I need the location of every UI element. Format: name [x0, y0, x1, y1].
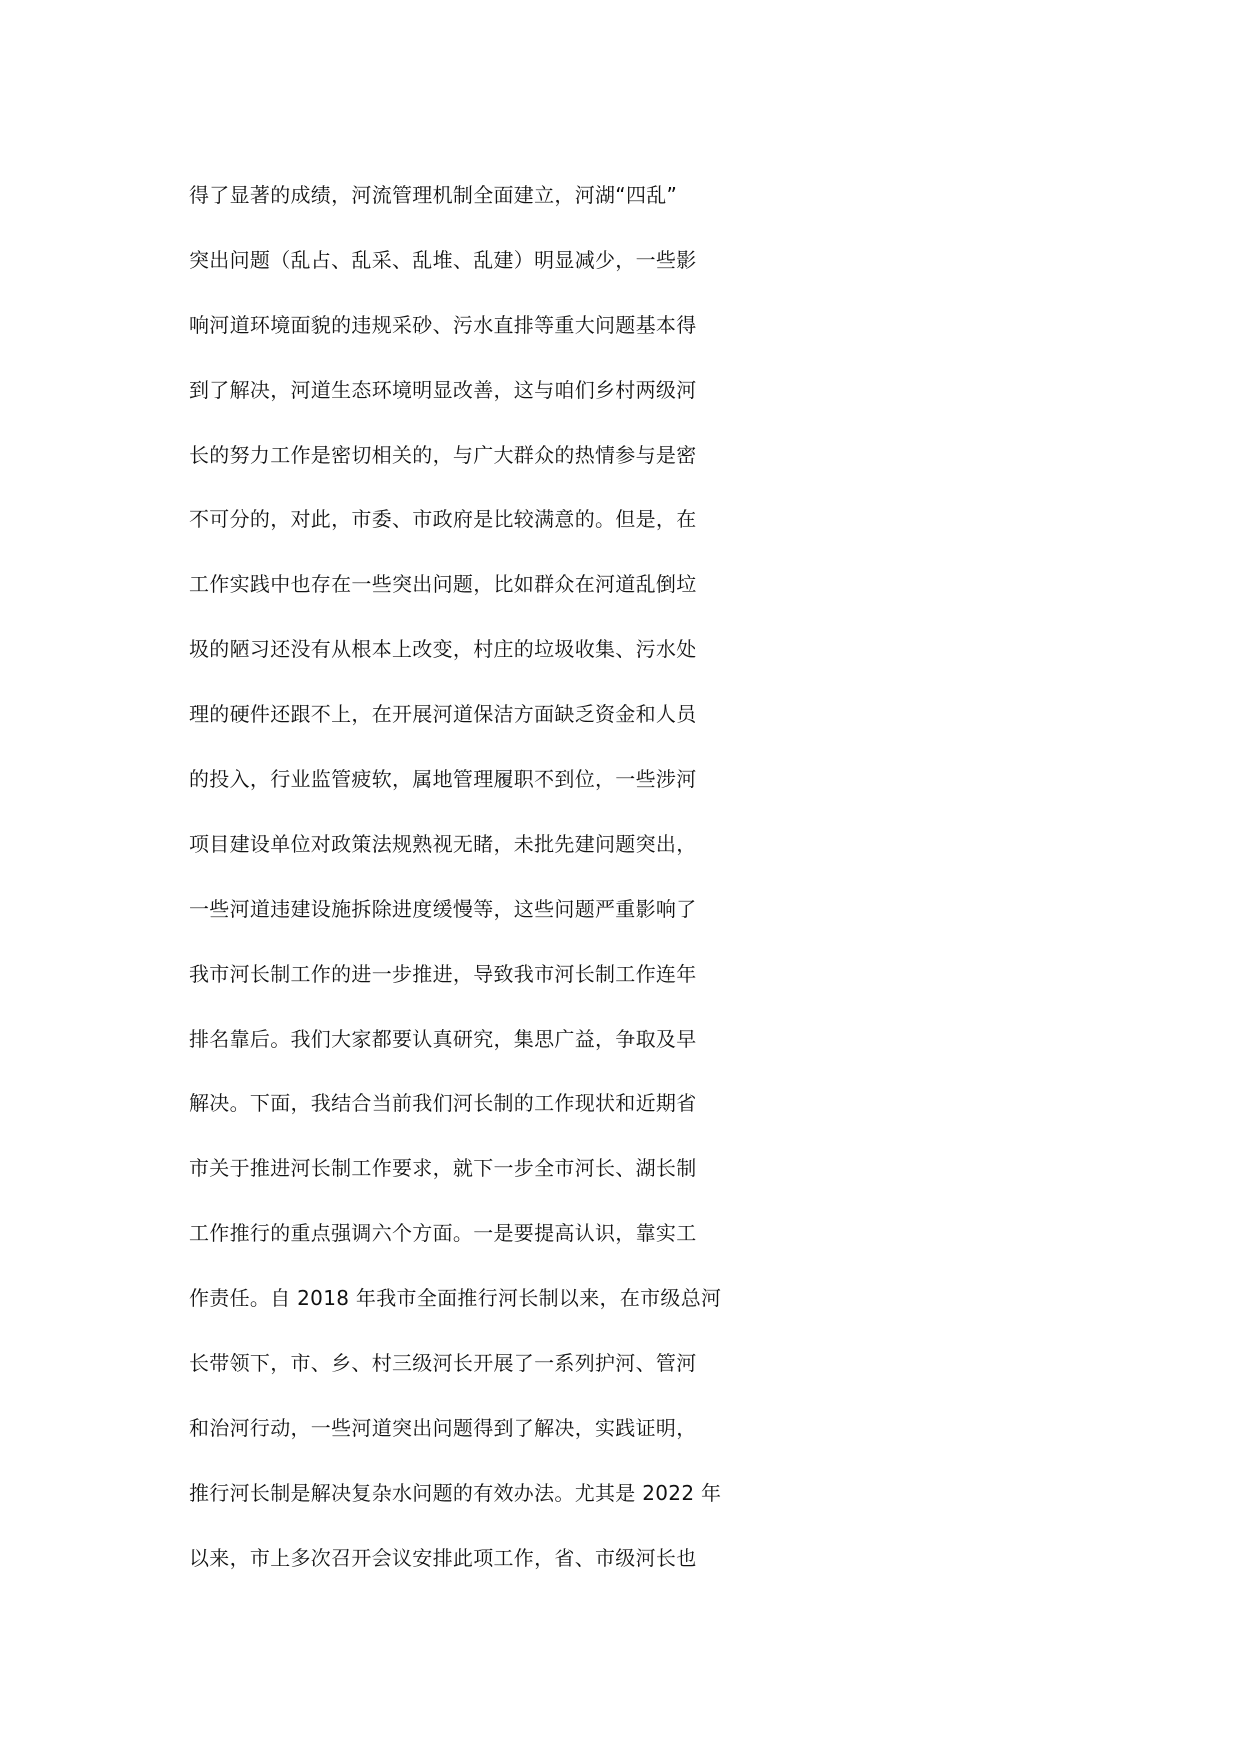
- text-line: 的投入，行业监管疲软，属地管理履职不到位，一些涉河: [189, 767, 697, 792]
- text-line: 作责任。自 2018 年我市全面推行河长制以来，在市级总河: [189, 1286, 722, 1311]
- text-line: 排名靠后。我们大家都要认真研究，集思广益，争取及早: [189, 1026, 697, 1051]
- text-line: 一些河道违建设施拆除进度缓慢等，这些问题严重影响了: [189, 896, 697, 921]
- text-line: 到了解决，河道生态环境明显改善，这与咱们乡村两级河: [189, 377, 697, 402]
- text-line: 长的努力工作是密切相关的，与广大群众的热情参与是密: [189, 442, 697, 467]
- text-line: 推行河长制是解决复杂水问题的有效办法。尤其是 2022 年: [189, 1480, 722, 1505]
- text-line: 工作推行的重点强调六个方面。一是要提高认识，靠实工: [189, 1221, 697, 1246]
- text-line: 理的硬件还跟不上，在开展河道保洁方面缺乏资金和人员: [189, 702, 697, 727]
- text-line: 工作实践中也存在一些突出问题，比如群众在河道乱倒垃: [189, 572, 697, 597]
- text-line: 得了显著的成绩，河流管理机制全面建立，河湖“四乱”: [189, 183, 678, 207]
- text-line: 以来，市上多次召开会议安排此项工作，省、市级河长也: [189, 1545, 697, 1570]
- text-line: 突出问题（乱占、乱采、乱堆、乱建）明显减少，一些影: [189, 247, 697, 272]
- body-text: [189, 163, 1069, 1591]
- text-line: 不可分的，对此，市委、市政府是比较满意的。但是，在: [189, 507, 697, 532]
- text-line: 解决。下面，我结合当前我们河长制的工作现状和近期省: [189, 1091, 697, 1116]
- text-line: 项目建设单位对政策法规熟视无睹，未批先建问题突出，: [189, 831, 697, 856]
- text-line: 长带领下，市、乡、村三级河长开展了一系列护河、管河: [189, 1351, 697, 1376]
- text-line: 我市河长制工作的进一步推进，导致我市河长制工作连年: [189, 961, 697, 986]
- text-line: 圾的陋习还没有从根本上改变，村庄的垃圾收集、污水处: [189, 637, 697, 662]
- text-line: 和治河行动，一些河道突出问题得到了解决，实践证明，: [189, 1415, 697, 1440]
- text-line: 响河道环境面貌的违规采砂、污水直排等重大问题基本得: [189, 312, 697, 337]
- text-line: 市关于推进河长制工作要求，就下一步全市河长、湖长制: [189, 1156, 697, 1181]
